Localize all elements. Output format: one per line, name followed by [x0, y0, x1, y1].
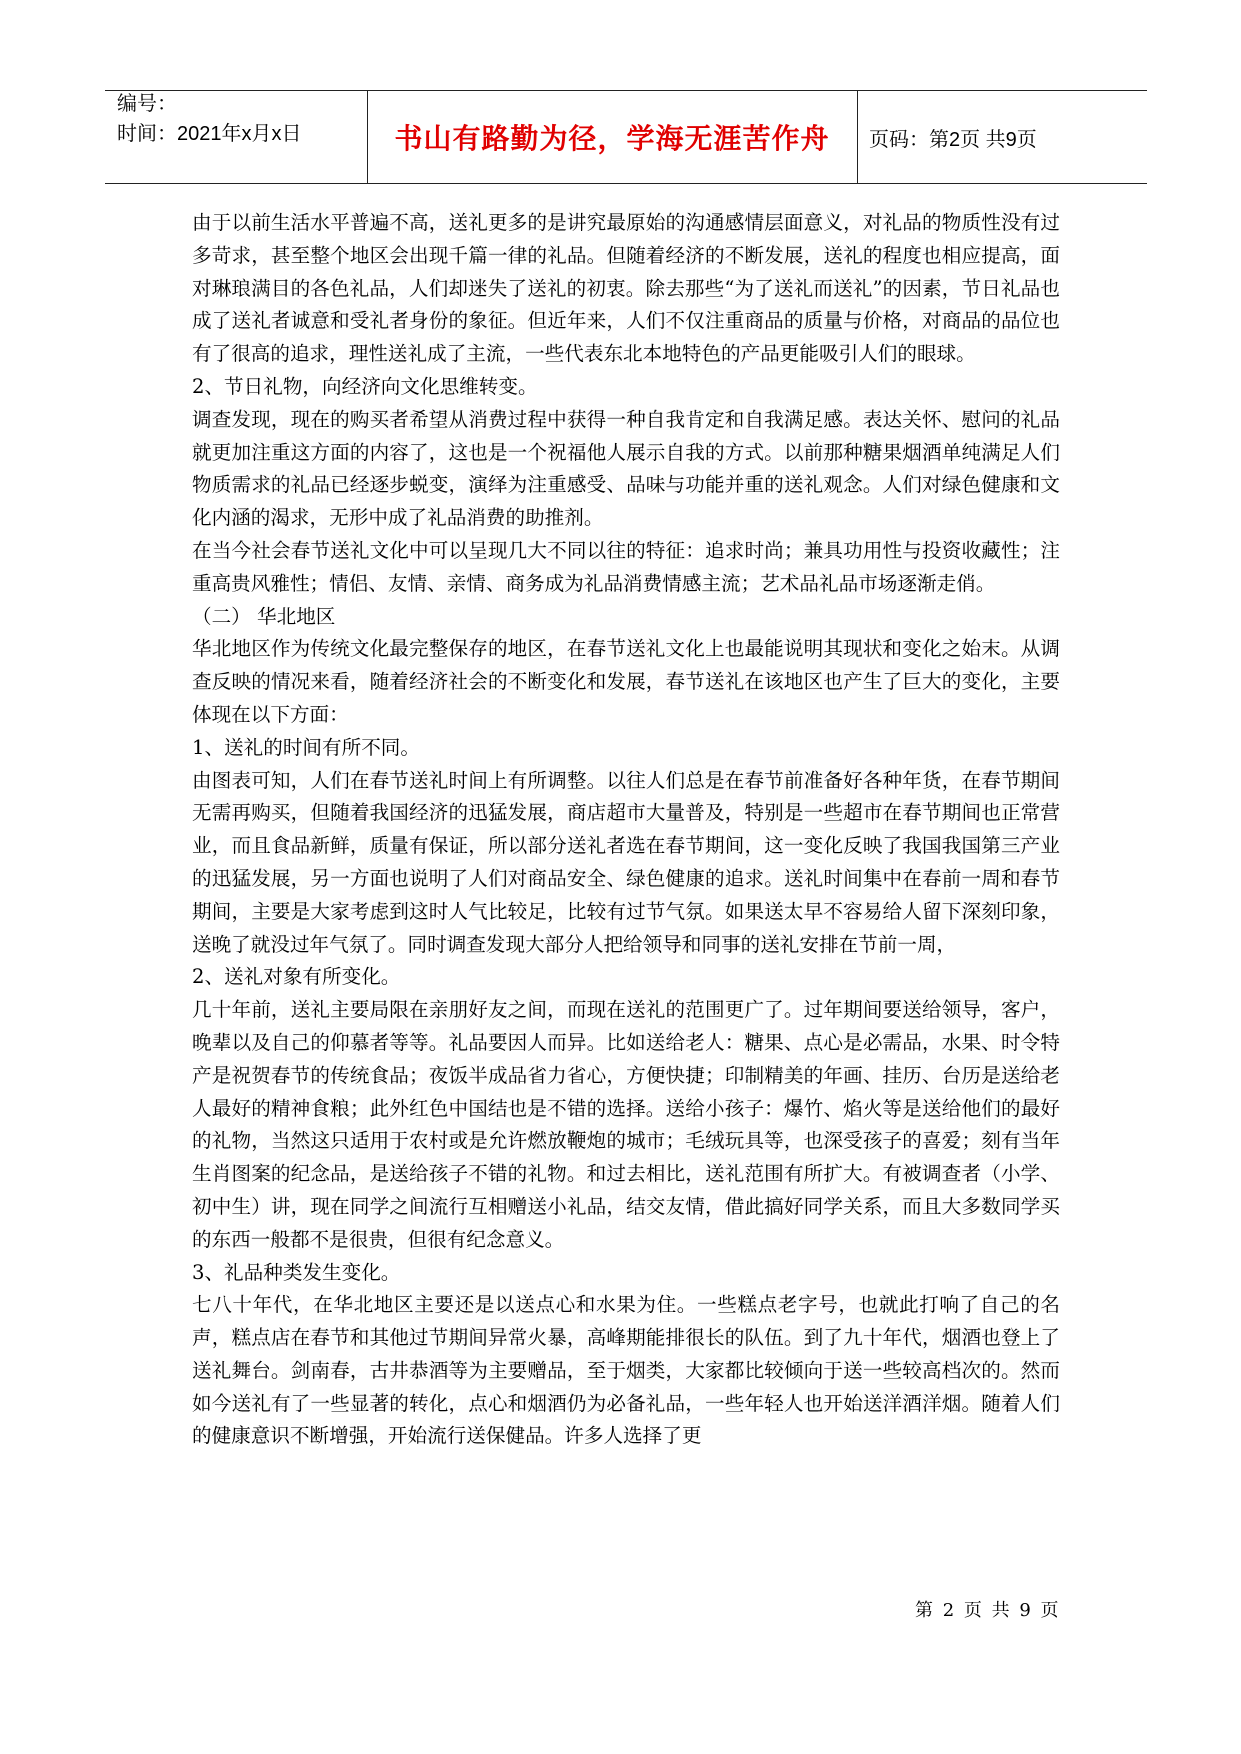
page-footer: 第 2 页 共 9 页 [915, 1600, 1061, 1621]
body-paragraph: 调查发现，现在的购买者希望从消费过程中获得一种自我肯定和自我满足感。表达关怀、慰问的礼品就更加注重这方面的内容了，这也是一个祝福他人展示自我的方式。以前那种糖果烟酒单纯满足人们物质需求的礼品已经逐步蜕变，演绎为注重感受、品味与功能并重的送礼观念。人们对绿色健康和文化内涵的渴求，无形中成了礼品消费的助推剂。 [192, 407, 1060, 530]
body-paragraph: 在当今社会春节送礼文化中可以呈现几大不同以往的特征：追求时尚；兼具功用性与投资收藏性；注重高贵风雅性；情侣、友情、亲情、商务成为礼品消费情感主流；艺术品礼品市场逐渐走俏。 [192, 538, 1060, 595]
section-heading: 2、节日礼物，向经济向文化思维转变。 [192, 374, 538, 398]
body-paragraph: 由图表可知，人们在春节送礼时间上有所调整。以往人们总是在春节前准备好各种年货，在春节期间无需再购买，但随着我国经济的迅猛发展，商店超市大量普及，特别是一些超市在春节期间也正常营业，而且食品新鲜，质量有保证，所以部分送礼者选在春节期间，这一变化反映了我国我国第三产业的迅猛发展，另一方面也说明了人们对商品安全、绿色健康的追求。送礼时间集中在春前一周和春节期间，主要是大家考虑到这时人气比较足，比较有过节气氛。如果送太早不容易给人留下深刻印象，送晚了就没过年气氛了。同时调查发现大部分人把给领导和同事的送礼安排在节前一周， [192, 768, 1060, 956]
body-paragraph: 七八十年代，在华北地区主要还是以送点心和水果为住。一些糕点老字号，也就此打响了自己的名声，糕点店在春节和其他过节期间异常火暴，高峰期能排很长的队伍。到了九十年代，烟酒也登上了送礼舞台。剑南春，古井恭酒等为主要赠品，至于烟类，大家都比较倾向于送一些较高档次的。然而如今送礼有了一些显著的转化，点心和烟酒仍为必备礼品，一些年轻人也开始送洋酒洋烟。随着人们的健康意识不断增强，开始流行送保健品。许多人选择了更 [192, 1293, 1060, 1448]
section-heading: 1、送礼的时间有所不同。 [192, 735, 420, 759]
document-number-label: 编号： [117, 93, 177, 115]
document-time-label: 时间：2021年x月x日 [117, 123, 302, 145]
section-heading: 2、送礼对象有所变化。 [192, 965, 401, 989]
body-paragraph: 华北地区作为传统文化最完整保存的地区，在春节送礼文化上也最能说明其现状和变化之始末。从调查反映的情况来看，随着经济社会的不断变化和发展，春节送礼在该地区也产生了巨大的变化，主要体现在以下方面： [192, 637, 1060, 726]
header-divider [857, 91, 858, 183]
page-header [105, 90, 1147, 184]
header-page-number: 页码：第2页 共9页 [869, 128, 1037, 151]
section-heading: 3、礼品种类发生变化。 [192, 1260, 401, 1284]
document-body [192, 207, 1060, 1453]
body-paragraph: 由于以前生活水平普遍不高，送礼更多的是讲究最原始的沟通感情层面意义，对礼品的物质性没有过多苛求，甚至整个地区会出现千篇一律的礼品。但随着经济的不断发展，送礼的程度也相应提高，面对琳琅满目的各色礼品，人们却迷失了送礼的初衷。除去那些“为了送礼而送礼”的因素，节日礼品也成了送礼者诚意和受礼者身份的象征。但近年来，人们不仅注重商品的质量与价格，对商品的品位也有了很高的追求，理性送礼成了主流，一些代表东北本地特色的产品更能吸引人们的眼球。 [192, 211, 1060, 366]
body-paragraph: 几十年前，送礼主要局限在亲朋好友之间，而现在送礼的范围更广了。过年期间要送给领导，客户，晚辈以及自己的仰慕者等等。礼品要因人而异。比如送给老人：糖果、点心是必需品，水果、时令特产是祝贺春节的传统食品；夜饭半成品省力省心，方便快捷；印制精美的年画、挂历、台历是送给老人最好的精神食粮；此外红色中国结也是不错的选择。送给小孩子：爆竹、焰火等是送给他们的最好的礼物，当然这只适用于农村或是允许燃放鞭炮的城市；毛绒玩具等，也深受孩子的喜爱；刻有当年生肖图案的纪念品，是送给孩子不错的礼物。和过去相比，送礼范围有所扩大。有被调查者（小学、初中生）讲，现在同学之间流行互相赠送小礼品，结交友情，借此搞好同学关系，而且大多数同学买的东西一般都不是很贵，但很有纪念意义。 [192, 998, 1060, 1251]
header-motto: 书山有路勤为径，学海无涯苦作舟 [394, 122, 830, 155]
section-heading: （二） 华北地区 [192, 604, 336, 628]
